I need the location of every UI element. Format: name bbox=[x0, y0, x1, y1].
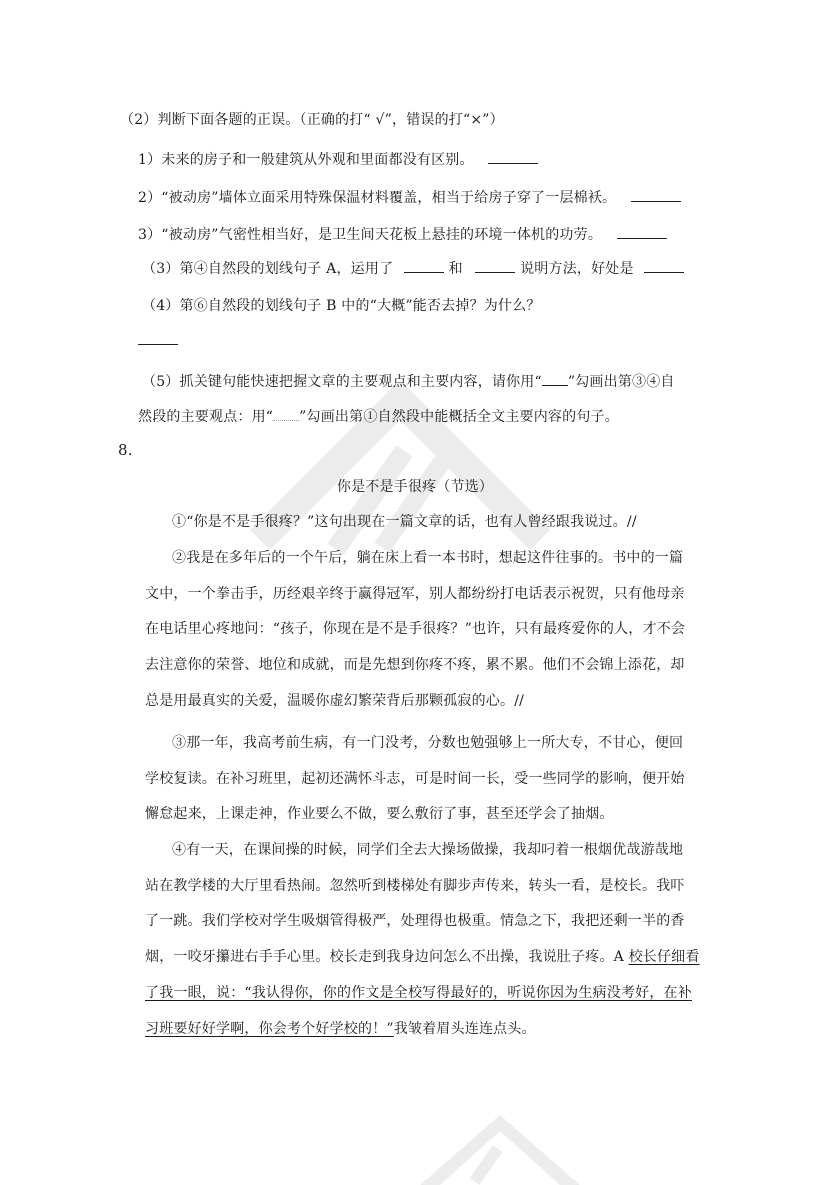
paragraph-2-line-5: 总是用最真实的关爱，温暖你虚幻繁荣背后那颗孤寂的心。// bbox=[145, 693, 525, 709]
q5-line1-a: （5）抓关键句能快速把握文章的主要观点和主要内容，请你用“ bbox=[142, 374, 542, 390]
paragraph-2-line-1: ②我是在多年后的一个午后，躺在床上看一本书时，想起这件往事的。书中的一篇 bbox=[172, 550, 684, 566]
article-title: 你是不是手很疼（节选） bbox=[336, 479, 494, 495]
paragraph-3-line-3: 懈怠起来，上课走神，作业要么不做，要么敷衍了事，甚至还学会了抽烟。 bbox=[145, 806, 614, 822]
q5-line1-b: ”勾画出第③④自 bbox=[567, 374, 675, 390]
q2-item-3 bbox=[138, 224, 667, 245]
paragraph-4-line-1: ④有一天，在课间操的时候，同学们全去大操场做操，我却叼着一根烟优哉游哉地 bbox=[172, 842, 684, 858]
q3-benefit-blank[interactable] bbox=[644, 258, 684, 273]
paragraph-2-line-2: 文中，一个拳击手，历经艰辛终于赢得冠军，别人都纷纷打电话表示祝贺，只有他母亲 bbox=[145, 586, 685, 602]
q5-line2-a: 然段的主要观点：用“ bbox=[138, 409, 274, 425]
q3-line bbox=[142, 258, 684, 279]
underlined-sentence-a-end: 习班要好好学啊，你会考个好学校的！” bbox=[145, 1021, 394, 1037]
q2-item-1-answer-blank[interactable] bbox=[488, 149, 538, 164]
q4-answer-blank[interactable] bbox=[138, 330, 178, 345]
q2-item-2 bbox=[138, 187, 681, 208]
paragraph-2-line-4: 去注意你的荣誉、地位和成就，而是先想到你疼不疼，累不累。他们不会锦上添花，却 bbox=[145, 657, 685, 673]
underlined-sentence-a-start: 校长仔细看 bbox=[628, 949, 700, 965]
q2-item-2-answer-blank[interactable] bbox=[631, 187, 681, 202]
q5-line-2 bbox=[138, 406, 619, 427]
q3-part1: （3）第④自然段的划线句子 A，运用了 bbox=[142, 261, 394, 277]
paragraph-4-line-2: 站在教学楼的大厅里看热闹。忽然听到楼梯处有脚步声传来，转头一看，是校长。我吓 bbox=[145, 878, 685, 894]
q2-item-1-text: 1）未来的房子和一般建筑从外观和里面都没有区别。 bbox=[138, 152, 474, 168]
q5-line-1 bbox=[142, 371, 675, 392]
paragraph-4-line-3: 了一跳。我们学校对学生吸烟管得极严，处理得也极重。情急之下，我把还剩一半的香 bbox=[145, 913, 685, 929]
paragraph-3-line-2: 学校复读。在补习班里，起初还满怀斗志，可是时间一长，受一些同学的影响，便开始 bbox=[145, 771, 685, 787]
q3-method1-blank[interactable] bbox=[404, 258, 444, 273]
q2-item-3-answer-blank[interactable] bbox=[617, 224, 667, 239]
q2-heading: （2）判断下面各题的正误。（正确的打“ √”，错误的打“×”） bbox=[120, 112, 504, 128]
question-number-8: 8. bbox=[118, 441, 133, 459]
q2-item-1 bbox=[138, 149, 538, 170]
paragraph-2-line-3: 在电话里心疼地问：“孩子，你现在是不是手很疼？”也许，只有最疼爱你的人，才不会 bbox=[145, 621, 686, 637]
watermark-logo-bottom bbox=[420, 1115, 580, 1185]
paragraph-4-line-5 bbox=[145, 983, 692, 1003]
q2-item-2-text: 2）“被动房”墙体立面采用特殊保温材料覆盖，相当于给房子穿了一层棉袄。 bbox=[138, 190, 617, 206]
q5-straight-line-symbol bbox=[542, 371, 568, 386]
q3-method2-blank[interactable] bbox=[475, 258, 515, 273]
q4-question: （4）第⑥自然段的划线句子 B 中的“大概”能否去掉？为什么？ bbox=[142, 298, 541, 314]
paragraph-4-line-4 bbox=[145, 947, 700, 967]
q5-wavy-line-symbol bbox=[273, 406, 299, 421]
paragraph-4-line-6-text: 我皱着眉头连连点头。 bbox=[393, 1021, 536, 1037]
paragraph-4-line-6 bbox=[145, 1019, 536, 1039]
q3-part3: 说明方法，好处是 bbox=[520, 261, 634, 277]
paragraph-1-line-1: ①“你是不是手很疼？”这句出现在一篇文章的话，也有人曾经跟我说过。// bbox=[172, 514, 637, 530]
paragraph-4-line-4-text: 烟，一咬牙攥进右手手心里。校长走到我身边问怎么不出操，我说肚子疼。A bbox=[145, 949, 629, 965]
paragraph-3-line-1: ③那一年，我高考前生病，有一门没考，分数也勉强够上一所大专，不甘心，便回 bbox=[172, 735, 684, 751]
q5-line2-b: ”勾画出第①自然段中能概括全文主要内容的句子。 bbox=[299, 409, 619, 425]
q2-item-3-text: 3）“被动房”气密性相当好，是卫生间天花板上悬挂的环境一体机的功劳。 bbox=[138, 227, 603, 243]
underlined-sentence-a-middle: 了我一眼，说：“我认得你，你的作文是全校写得最好的，听说你因为生病没考好，在补 bbox=[145, 985, 692, 1001]
q4-answer-line bbox=[138, 330, 178, 351]
q3-part2: 和 bbox=[448, 261, 463, 277]
